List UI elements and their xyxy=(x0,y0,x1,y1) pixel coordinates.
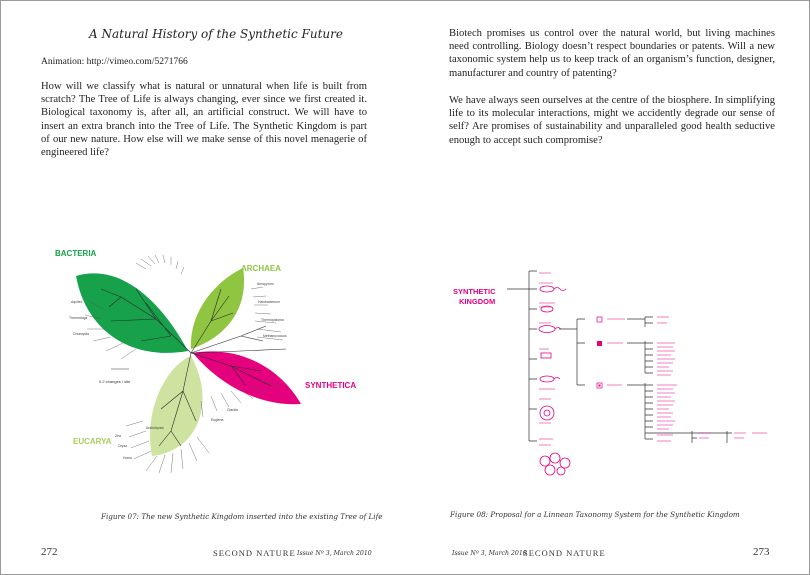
svg-text:Arabidopsis: Arabidopsis xyxy=(146,426,164,430)
tree-of-life-figure xyxy=(51,241,381,491)
synthetic-label: SYNTHETIC xyxy=(453,287,496,296)
class-markers xyxy=(597,317,602,388)
eucarya-label: EUCARYA xyxy=(73,437,112,446)
magazine-name-left: SECOND NATURE xyxy=(213,548,296,558)
animation-link-line: Animation: http://vimeo.com/5271766 xyxy=(41,57,188,67)
linnean-taxonomy-figure xyxy=(447,263,777,483)
svg-text:Oryza: Oryza xyxy=(118,444,128,448)
svg-text:Giardia: Giardia xyxy=(227,408,238,412)
right-paragraph-1: Biotech promises us control over the natural world, but living machines need controlling. Biology doesn’t respect boundaries or patents. Will a new taxonomic system help us to keep track of an organism’s function, designer, manufacturer and country of patenting? xyxy=(449,28,775,79)
svg-text:Aquifex: Aquifex xyxy=(71,300,83,304)
svg-text:Euglena: Euglena xyxy=(211,418,224,422)
svg-text:Methanococcus: Methanococcus xyxy=(263,334,287,338)
issue-line-right: Issue Nº 3, March 2010 xyxy=(452,550,527,557)
svg-text:Aeropyrum: Aeropyrum xyxy=(257,282,274,286)
bacteria-label: BACTERIA xyxy=(55,249,97,258)
synthetica-label: SYNTHETICA xyxy=(305,381,357,390)
svg-text:Zea: Zea xyxy=(115,434,121,438)
kingdom-label: KINGDOM xyxy=(459,297,496,306)
svg-text:Chlamydia: Chlamydia xyxy=(73,332,90,336)
intro-paragraph: How will we classify what is natural or unnatural when life is built from scratch? The Tree of Life is always changing, ever since we first created it. Biological taxonomy is, after all, an artificial construct. We will have to insert an extra branch into the Tree of Life. The Synthetic Kingdom is part of our new nature. How else will we make sense of this novel menagerie of engineered life? xyxy=(41,81,367,159)
article-title: A Natural History of the Synthetic Future xyxy=(88,27,344,41)
eucarya-leaf xyxy=(150,356,202,456)
right-paragraph-2: We have always seen ourselves at the centre of the biosphere. In simplifying life to its molecular interactions, might we accidently degrade our sense of self? Are promises of sustainability and unparalleled good health seductive enough to accept such compromise? xyxy=(449,95,775,146)
bacteria-leaf xyxy=(76,273,188,352)
figure-08-caption: Figure 08: Proposal for a Linnean Taxonomy System for the Synthetic Kingdom xyxy=(450,510,740,519)
svg-text:Halobacterium: Halobacterium xyxy=(258,300,280,304)
archaea-leaf xyxy=(191,268,244,349)
issue-line-left: Issue Nº 3, March 2010 xyxy=(297,550,372,557)
svg-text:Thermoplasma: Thermoplasma xyxy=(261,318,284,322)
page-number-right: 273 xyxy=(753,546,770,558)
archaea-label: ARCHAEA xyxy=(241,264,281,273)
page-number-left: 272 xyxy=(41,546,58,558)
svg-text:Homo: Homo xyxy=(123,456,133,460)
synthetica-leaf xyxy=(193,351,301,404)
scale-note: 0.2 changes / site xyxy=(99,379,131,384)
magazine-name-right: SECOND NATURE xyxy=(523,548,606,558)
figure-07-caption: Figure 07: The new Synthetic Kingdom inserted into the existing Tree of Life xyxy=(101,512,383,521)
svg-text:Thermotoga: Thermotoga xyxy=(69,316,88,320)
organism-icons xyxy=(539,286,570,475)
left-page xyxy=(1,1,405,574)
taxon-text-lines xyxy=(539,273,767,445)
